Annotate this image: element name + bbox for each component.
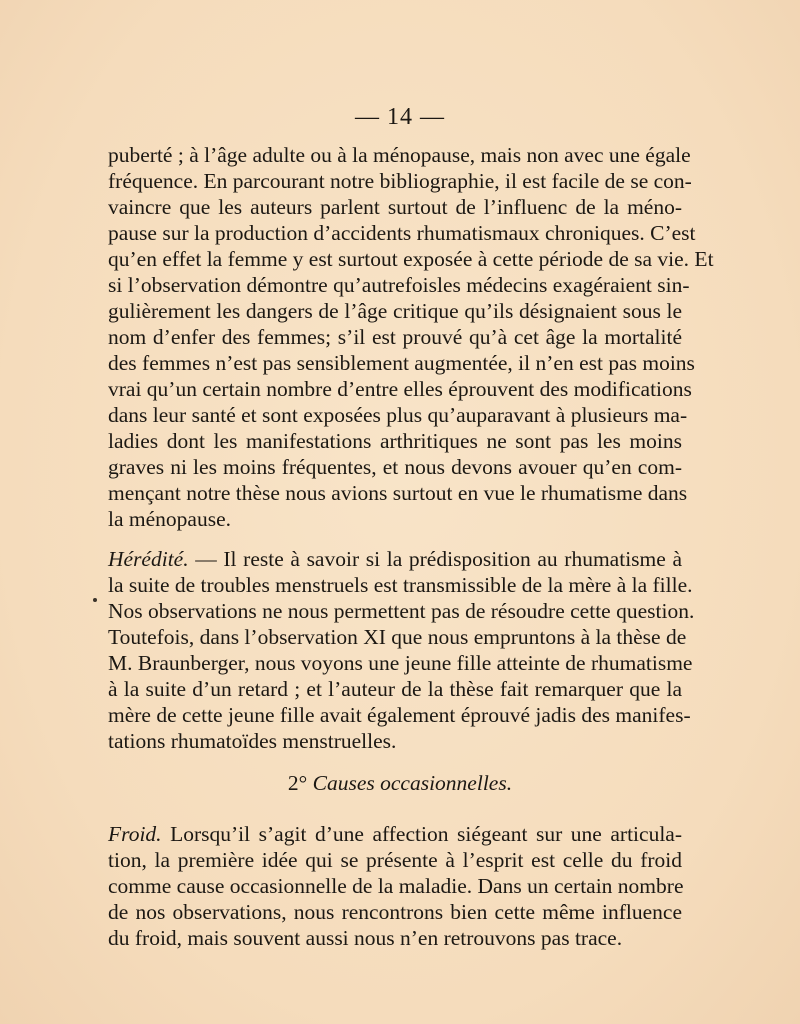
paragraph-2-line: à la suite d’un retard ; et l’auteur de la thèse fait remarquer que la (108, 677, 682, 701)
paragraph-3-line: de nos observations, nous rencontrons bien cette même influence (108, 900, 682, 924)
paragraph-1-line: la ménopause. (108, 507, 231, 531)
paragraph-1-line: qu’en effet la femme y est surtout exposée à cette période de sa vie. Et (108, 247, 714, 271)
paragraph-1-line: puberté ; à l’âge adulte ou à la ménopause, mais non avec une égale (108, 143, 691, 167)
paragraph-3-line: comme cause occasionnelle de la maladie. Dans un certain nombre (108, 874, 684, 898)
section-heading (0, 770, 800, 796)
paragraph-1-line: nom d’enfer des femmes; s’il est prouvé qu’à cet âge la mortalité (108, 325, 682, 349)
paragraph-2-first-line (108, 546, 682, 572)
paragraph-1-line: des femmes n’est pas sensiblement augmentée, il n’en est pas moins (108, 351, 695, 375)
paragraph-2-line: la suite de troubles menstruels est transmissible de la mère à la fille. (108, 573, 693, 597)
paragraph-1-line: vaincre que les auteurs parlent surtout de l’influenc de la méno- (108, 195, 682, 219)
paragraph-3-line: tion, la première idée qui se présente à l’esprit est celle du froid (108, 848, 682, 872)
section-title: Causes occasionnelles. (312, 771, 513, 795)
paragraph-1-line: si l’observation démontre qu’autrefoisles médecins exagéraient sin- (108, 273, 690, 297)
paragraph-1-line: ladies dont les manifestations arthritiques ne sont pas les moins (108, 429, 682, 453)
paragraph-2-line: tations rhumatoïdes menstruelles. (108, 729, 397, 753)
paragraph-1-line: mençant notre thèse nous avions surtout en vue le rhumatisme dans (108, 481, 688, 505)
paragraph-2-line: M. Braunberger, nous voyons une jeune fille atteinte de rhumatisme (108, 651, 693, 675)
paragraph-1-line: dans leur santé et sont exposées plus qu’auparavant à plusieurs ma- (108, 403, 688, 427)
paragraph-1-line: gulièrement les dangers de l’âge critique qu’ils désignaient sous le (108, 299, 682, 323)
paragraph-3-first-line-text: Lorsqu’il s’agit d’une affection siégeant sur une articula- (161, 822, 682, 846)
paragraph-1-line: fréquence. En parcourant notre bibliographie, il est facile de se con- (108, 169, 692, 193)
section-number: 2° (287, 771, 308, 795)
paragraph-2-first-line-text: — Il reste à savoir si la prédisposition au rhumatisme à (188, 547, 682, 571)
paragraph-2-line: Toutefois, dans l’observation XI que nous empruntons à la thèse de (108, 625, 687, 649)
paragraph-3-line: du froid, mais souvent aussi nous n’en retrouvons pas trace. (108, 926, 623, 950)
paragraph-1-line: pause sur la production d’accidents rhumatismaux chroniques. C’est (108, 221, 696, 245)
froid-heading: Froid. (108, 822, 162, 846)
ink-speck (93, 598, 97, 602)
heredite-heading: Hérédité. (108, 547, 189, 571)
paragraph-3-first-line (108, 821, 682, 847)
paragraph-2-line: mère de cette jeune fille avait également éprouvé jadis des manifes- (108, 703, 691, 727)
paragraph-2-line: Nos observations ne nous permettent pas de résoudre cette question. (108, 599, 695, 623)
paragraph-1-line: vrai qu’un certain nombre d’entre elles éprouvent des modifications (108, 377, 692, 401)
page-number: — 14 — (355, 104, 445, 130)
paragraph-1-line: graves ni les moins fréquentes, et nous devons avouer qu’en com- (108, 455, 682, 479)
